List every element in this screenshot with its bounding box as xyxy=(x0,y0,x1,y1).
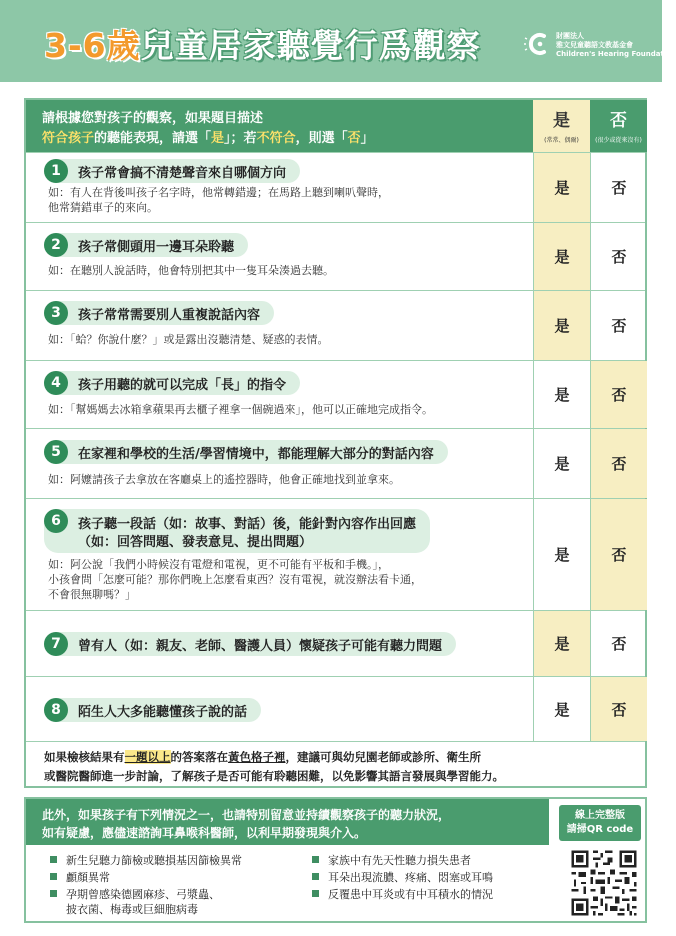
question-title: 4 孩子用聽的就可以完成「長」的指令 xyxy=(44,371,300,395)
no-cell[interactable]: 否 xyxy=(590,291,647,360)
question-title: 2 孩子常側頭用一邊耳朵聆聽 xyxy=(44,233,248,257)
qr-code-icon[interactable] xyxy=(569,848,639,918)
yes-cell[interactable]: 是 xyxy=(533,611,590,676)
list-item: 反覆患中耳炎或有中耳積水的情況 xyxy=(312,887,493,902)
bullet-square-icon xyxy=(50,856,57,863)
questionnaire-table xyxy=(24,98,647,788)
question-row-4 xyxy=(26,360,645,428)
list-item: 新生兒聽力篩檢或聽損基因篩檢異常 xyxy=(50,853,242,868)
additional-info-box xyxy=(24,797,647,923)
question-title: 5 在家裡和學校的生活/學習情境中，都能理解大部分的對話內容 xyxy=(44,440,448,464)
question-row-1 xyxy=(26,152,645,222)
bullet-square-icon xyxy=(312,856,319,863)
question-example: 如：「蛤？你說什麼？」或是露出沒聽清楚、疑惑的表情。 xyxy=(48,333,329,346)
question-row-2 xyxy=(26,222,645,290)
question-title: 6 孩子聽一段話（如：故事、對話）後，能針對內容作出回應 xyxy=(44,509,430,553)
additional-info-header: 此外，如果孩子有下列情況之一，也請特別留意並持續觀察孩子的聽力狀況， 如有疑慮，應儘速諮詢耳鼻喉科醫師，以利早期發現與介入。 xyxy=(26,799,549,845)
yes-cell[interactable]: 是 xyxy=(533,677,590,741)
instructions: 請根據您對孩子的觀察，如果題目描述 符合孩子的聽能表現，請選「是」；若不符合，則選「否」 xyxy=(26,100,533,152)
question-row-6 xyxy=(26,498,645,610)
no-cell[interactable]: 否 xyxy=(590,429,647,498)
question-example: 如：在聽別人說話時，他會特別把其中一隻耳朵湊過去聽。 xyxy=(48,264,334,277)
question-title-line2: （如：回答問題、發表意見、提出問題） xyxy=(78,535,313,550)
bullet-square-icon xyxy=(312,873,319,880)
yes-cell[interactable]: 是 xyxy=(533,499,590,610)
question-row-3 xyxy=(26,290,645,360)
yes-column-header: 是 (常常、偶爾) xyxy=(533,100,590,152)
question-title: 1 孩子常會搞不清楚聲音來自哪個方向 xyxy=(44,159,300,183)
no-column-header: 否 (很少或從來沒有) xyxy=(590,100,647,152)
no-cell[interactable]: 否 xyxy=(590,611,647,676)
question-example: 如：阿公說「我們小時候沒有電燈和電視，更不可能有平板和手機。」， 小孩會問「怎麼可能？那你們晚上怎麼看東西？沒有電視，就沒辦法看卡通， 不會很無聊嗎？」 xyxy=(48,558,422,601)
question-example: 如：阿嬤請孩子去拿放在客廳桌上的遙控器時，他會正確地找到並拿來。 xyxy=(48,473,400,486)
bullet-square-icon xyxy=(312,890,319,897)
yes-cell[interactable]: 是 xyxy=(533,291,590,360)
question-title: 3 孩子常常需要別人重複說話內容 xyxy=(44,301,274,325)
question-row-7 xyxy=(26,610,645,676)
no-cell[interactable]: 否 xyxy=(590,153,647,222)
question-title: 7 曾有人（如：親友、老師、醫護人員）懷疑孩子可能有聽力問題 xyxy=(44,632,456,656)
result-guidance: 如果檢核結果有一題以上的答案落在黃色格子裡，建議可與幼兒園老師或診所、衛生所 或醫院醫師進一步討論，了解孩子是否可能有聆聽困難，以免影響其語言發展與學習能力。 xyxy=(26,741,645,788)
question-example: 如：「幫媽媽去冰箱拿蘋果再去櫃子裡拿一個碗過來」，他可以正確地完成指令。 xyxy=(48,403,433,416)
no-cell[interactable]: 否 xyxy=(590,223,647,290)
yes-cell[interactable]: 是 xyxy=(533,153,590,222)
yes-cell[interactable]: 是 xyxy=(533,223,590,290)
ear-logo-icon xyxy=(524,30,552,58)
list-item: 孕期曾感染德國麻疹、弓漿蟲、 xyxy=(50,887,220,902)
bullet-square-icon xyxy=(50,890,57,897)
top-banner xyxy=(0,0,676,82)
page-title: 3-6歲兒童居家聽覺行爲觀察 xyxy=(44,26,481,65)
qr-caption: 線上完整版 請掃QR code xyxy=(559,805,641,841)
foundation-name: 財團法人 雅文兒童聽語文教基金會 Children's Hearing Foundation xyxy=(556,32,676,58)
question-example: 如：有人在背後叫孩子名字時，他常轉錯邊；在馬路上聽到喇叭聲時， 他常猜錯車子的來向。 xyxy=(48,186,389,214)
no-cell[interactable]: 否 xyxy=(590,499,647,610)
question-row-5 xyxy=(26,428,645,498)
list-item: 耳朵出現流膿、疼痛、悶塞或耳鳴 xyxy=(312,870,493,885)
foundation-logo xyxy=(524,30,676,64)
question-title: 8 陌生人大多能聽懂孩子說的話 xyxy=(44,698,261,722)
no-cell[interactable]: 否 xyxy=(590,361,647,428)
bullet-square-icon xyxy=(50,873,57,880)
list-item: 家族中有先天性聽力損失患者 xyxy=(312,853,471,868)
yes-cell[interactable]: 是 xyxy=(533,361,590,428)
list-item-continued: 披衣菌、梅毒或巨細胞病毒 xyxy=(66,903,198,916)
no-cell[interactable]: 否 xyxy=(590,677,647,741)
list-item: 顱顏異常 xyxy=(50,870,110,885)
yes-cell[interactable]: 是 xyxy=(533,429,590,498)
question-row-8 xyxy=(26,676,645,741)
